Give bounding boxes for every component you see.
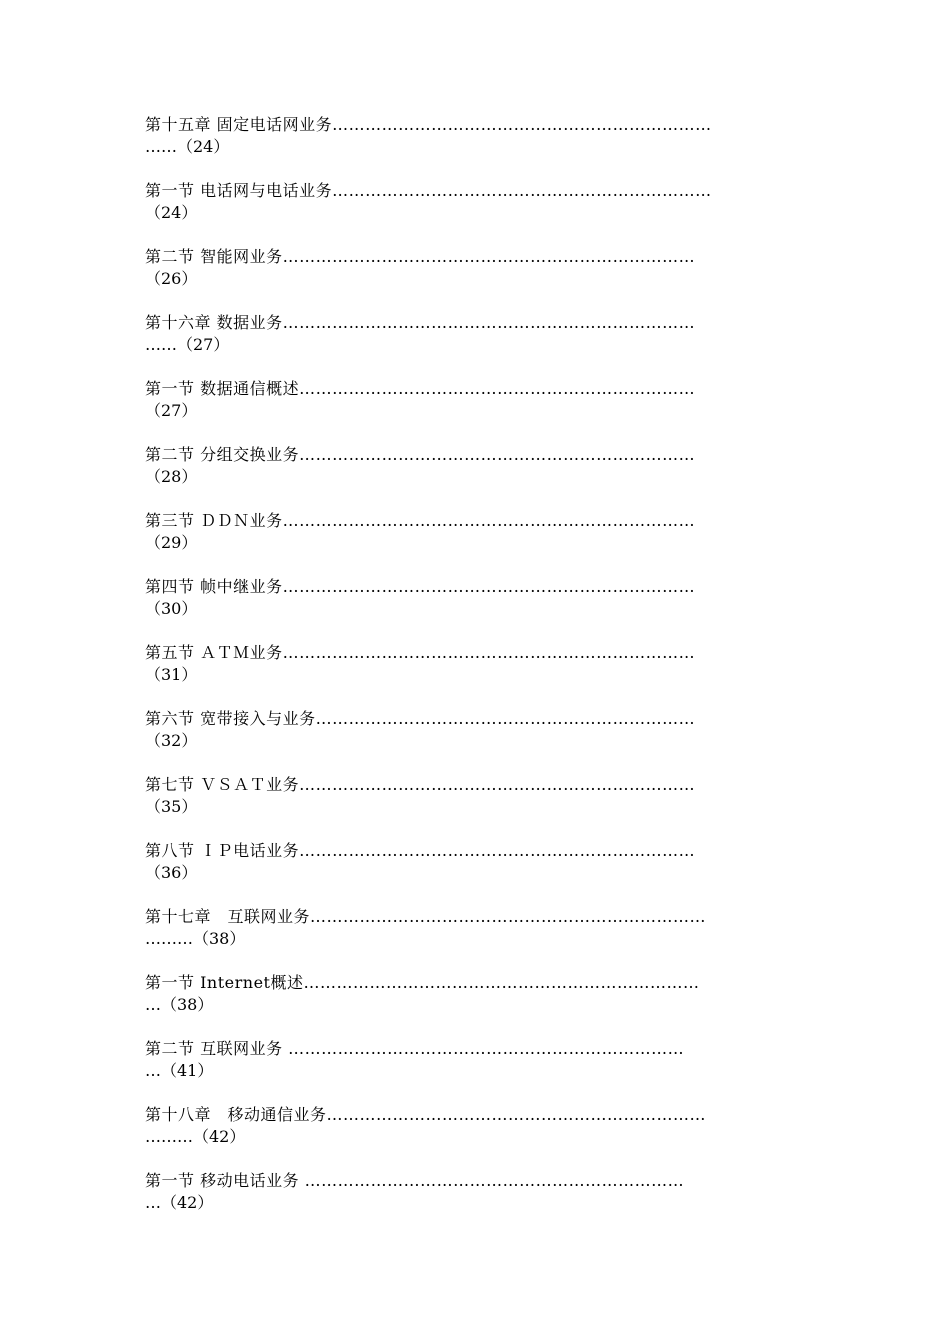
toc-entry-title: 第四节 帧中继业务…………………………………………………………………	[145, 577, 696, 596]
toc-entry-title: 第一节 移动电话业务 ……………………………………………………………	[145, 1171, 685, 1190]
toc-entry-chapter-16	[145, 312, 805, 378]
toc-entry-section	[145, 576, 805, 642]
toc-entry-section	[145, 708, 805, 774]
toc-entry-title: 第六节 宽带接入与业务……………………………………………………………	[145, 709, 696, 728]
toc-entry-title: 第十五章 固定电话网业务……………………………………………………………	[145, 115, 712, 134]
toc-entry-section	[145, 246, 805, 312]
toc-entry-section	[145, 180, 805, 246]
toc-entry-section	[145, 1038, 805, 1104]
toc-entry-page: ……（27）	[145, 335, 230, 354]
toc-entry-page: （31）	[145, 665, 198, 684]
toc-entry-page: （29）	[145, 533, 198, 552]
toc-entry-chapter-15	[145, 114, 805, 180]
toc-entry-title: 第七节 ＶＳＡＴ业务………………………………………………………………	[145, 775, 696, 794]
toc-entry-page: （35）	[145, 797, 198, 816]
toc-entry-title: 第十八章 移动通信业务……………………………………………………………	[145, 1105, 707, 1124]
toc-entry-page: …（42）	[145, 1193, 214, 1212]
toc-entry-page: （32）	[145, 731, 198, 750]
toc-entry-section	[145, 642, 805, 708]
toc-entry-title: 第二节 互联网业务 ………………………………………………………………	[145, 1039, 685, 1058]
toc-entry-page: （28）	[145, 467, 198, 486]
toc-entry-page: ……（24）	[145, 137, 230, 156]
toc-entry-title: 第五节 ＡＴＭ业务…………………………………………………………………	[145, 643, 696, 662]
toc-entry-title: 第一节 Internet概述………………………………………………………………	[145, 973, 700, 992]
toc-entry-section	[145, 510, 805, 576]
toc-entry-title: 第二节 智能网业务…………………………………………………………………	[145, 247, 696, 266]
toc-entry-section	[145, 840, 805, 906]
toc-entry-section	[145, 972, 805, 1038]
toc-entry-page: ………（42）	[145, 1127, 246, 1146]
toc-entry-page: （30）	[145, 599, 198, 618]
toc-entry-title: 第二节 分组交换业务………………………………………………………………	[145, 445, 696, 464]
toc-entry-title: 第一节 电话网与电话业务……………………………………………………………	[145, 181, 712, 200]
toc-entry-section	[145, 774, 805, 840]
toc-entry-page: ………（38）	[145, 929, 246, 948]
toc-entry-title: 第一节 数据通信概述………………………………………………………………	[145, 379, 696, 398]
toc-entry-page: （36）	[145, 863, 198, 882]
toc-entry-page: …（41）	[145, 1061, 214, 1080]
toc-entry-chapter-18	[145, 1104, 805, 1170]
toc-entry-chapter-17	[145, 906, 805, 972]
toc-entry-title: 第八节 ＩＰ电话业务………………………………………………………………	[145, 841, 696, 860]
toc-entry-section	[145, 444, 805, 510]
toc-entry-section	[145, 378, 805, 444]
toc-entry-page: （24）	[145, 203, 198, 222]
toc-entry-title: 第三节 ＤＤＮ业务…………………………………………………………………	[145, 511, 696, 530]
toc-entry-section	[145, 1170, 805, 1236]
toc-entry-page: …（38）	[145, 995, 214, 1014]
toc-entry-page: （26）	[145, 269, 198, 288]
toc-entry-page: （27）	[145, 401, 198, 420]
table-of-contents	[145, 114, 805, 1236]
toc-entry-title: 第十六章 数据业务…………………………………………………………………	[145, 313, 696, 332]
toc-entry-title: 第十七章 互联网业务………………………………………………………………	[145, 907, 707, 926]
